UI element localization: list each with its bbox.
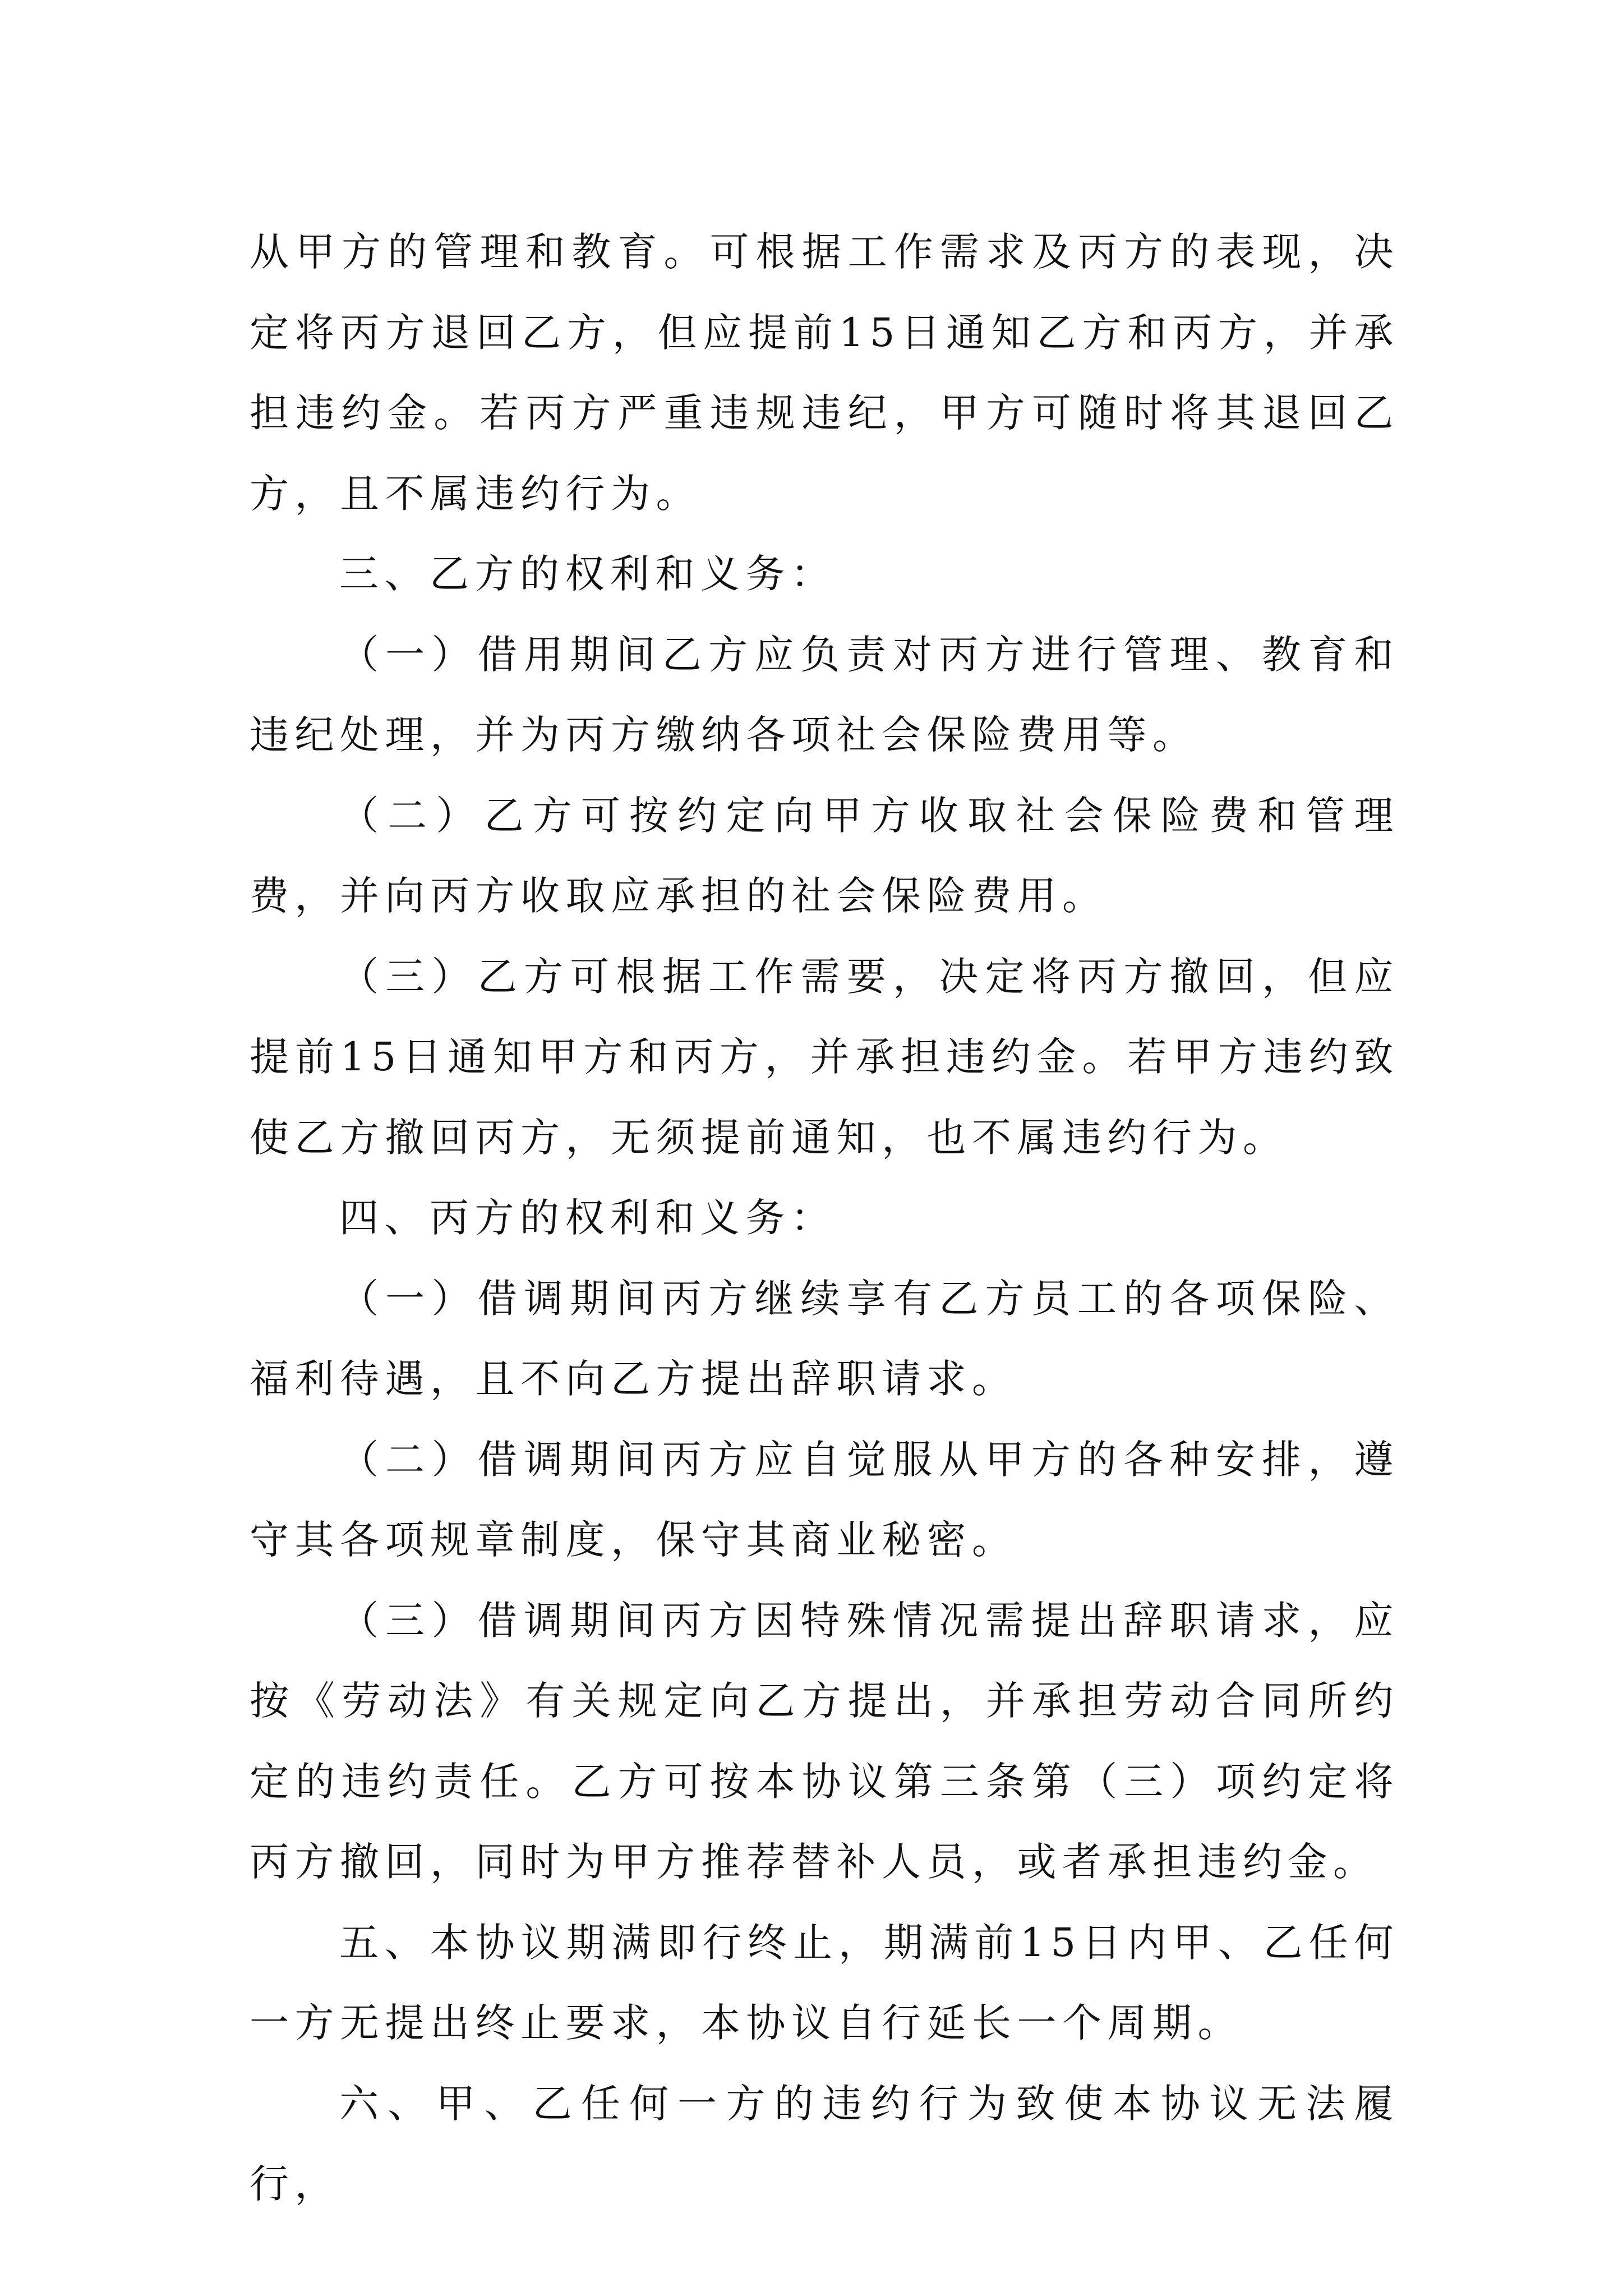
section-4-item-1: （一）借调期间丙方继续享有乙方员工的各项保险、福利待遇，且不向乙方提出辞职请求。 (250, 1275, 1399, 1402)
section-3-item-2: （二）乙方可按约定向甲方收取社会保险费和管理费，并向丙方收取应承担的社会保险费用。 (250, 792, 1399, 919)
section-4-item-3: （三）借调期间丙方因特殊情况需提出辞职请求，应按《劳动法》有关规定向乙方提出，并承担劳动合同所约定的违约责任。乙方可按本协议第三条第（三）项约定将丙方撤回，同时为甲方推荐替补人员，或者承担违约金。 (250, 1597, 1399, 1885)
document-body (250, 212, 1399, 2225)
section-6-paragraph: 六、甲、乙任何一方的违约行为致使本协议无法履行， (250, 2080, 1399, 2207)
section-4-item-2: （二）借调期间丙方应自觉服从甲方的各种安排，遵守其各项规章制度，保守其商业秘密。 (250, 1436, 1399, 1563)
section-3-item-1: （一）借用期间乙方应负责对丙方进行管理、教育和违纪处理，并为丙方缴纳各项社会保险费用等。 (250, 631, 1399, 758)
section-4-heading: 四、丙方的权利和义务： (339, 1195, 836, 1241)
section-5-paragraph: 五、本协议期满即行终止，期满前15日内甲、乙任何一方无提出终止要求，本协议自行延长一个周期。 (250, 1919, 1399, 2046)
paragraph-continuation: 从甲方的管理和教育。可根据工作需求及丙方的表现，决定将丙方退回乙方，但应提前15日通知乙方和丙方，并承担违约金。若丙方严重违规违纪，甲方可随时将其退回乙方，且不属违约行为。 (250, 229, 1399, 517)
section-3-item-3: （三）乙方可根据工作需要，决定将丙方撤回，但应提前15日通知甲方和丙方，并承担违约金。若甲方违约致使乙方撤回丙方，无须提前通知，也不属违约行为。 (250, 953, 1399, 1161)
section-3-heading: 三、乙方的权利和义务： (339, 551, 836, 597)
